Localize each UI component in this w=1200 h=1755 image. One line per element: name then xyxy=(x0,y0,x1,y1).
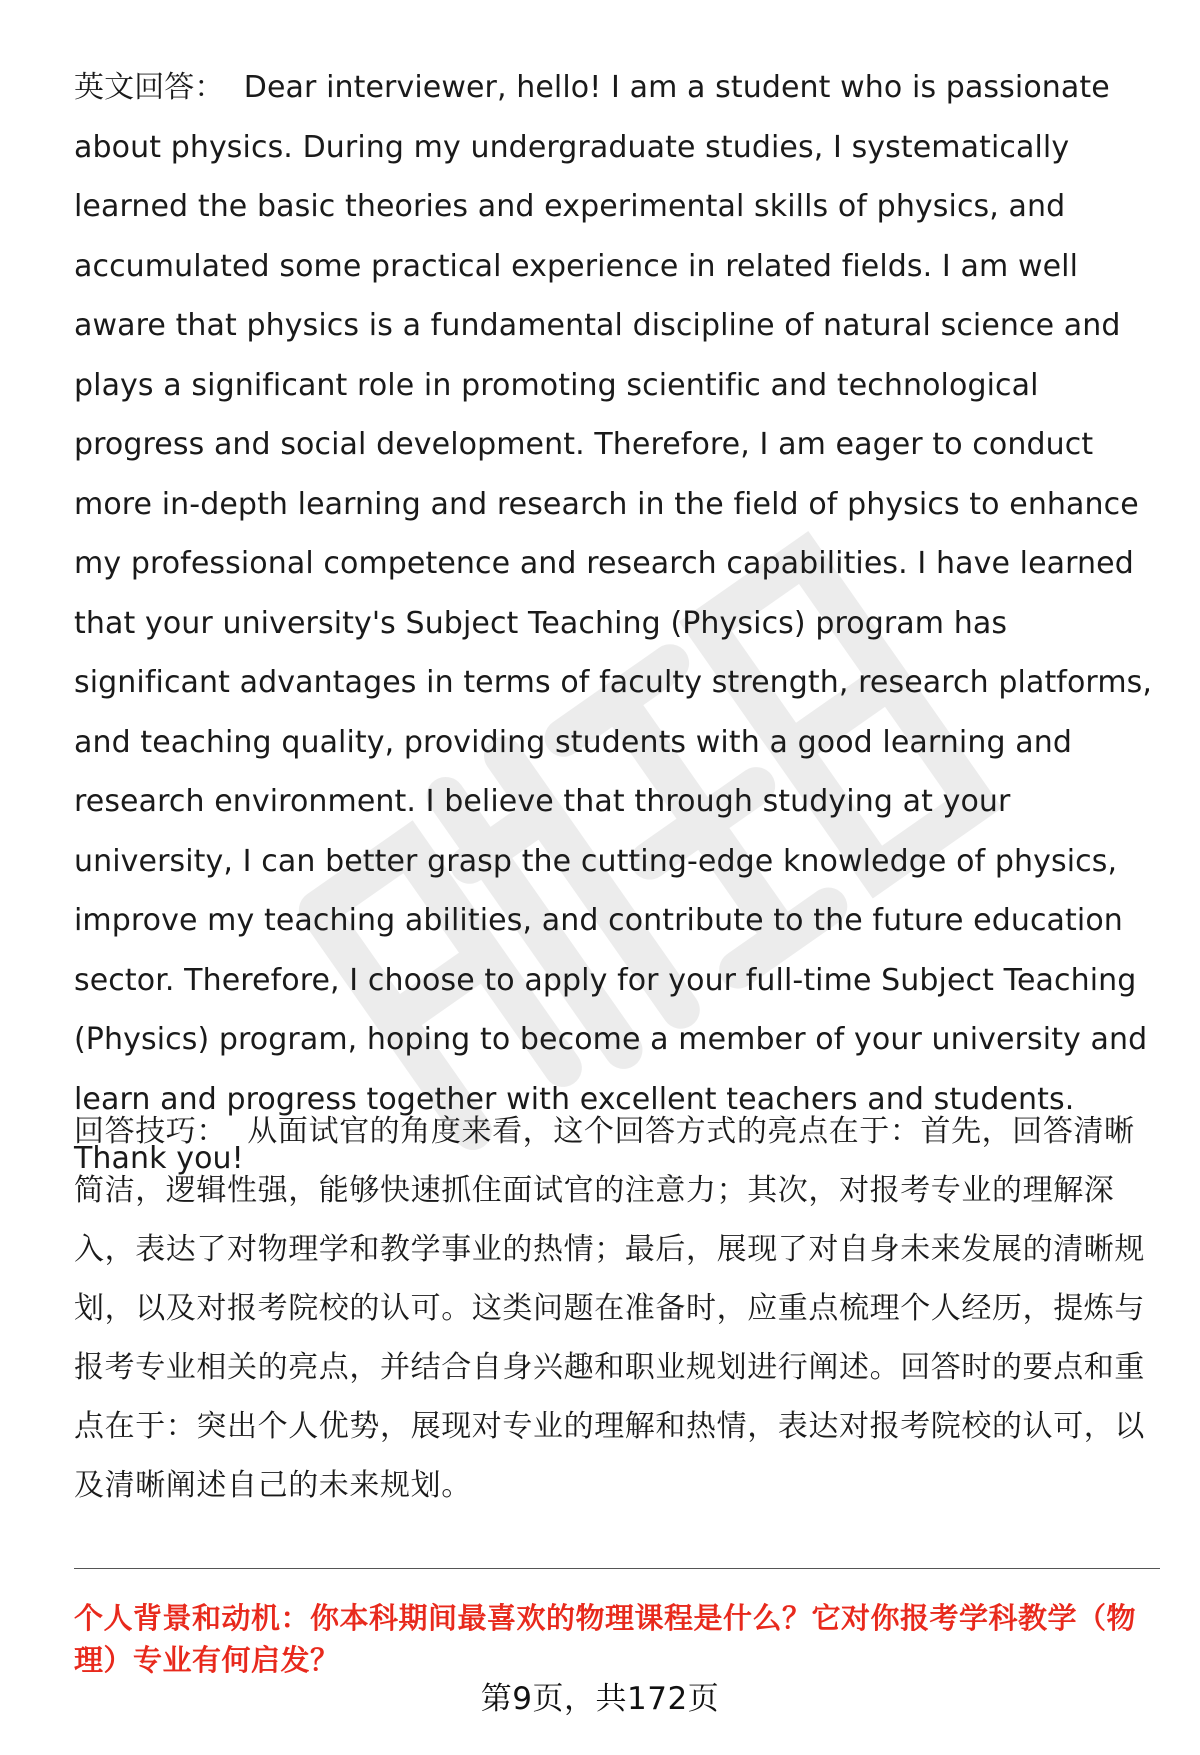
answer-tips-text: 从面试官的角度来看，这个回答方式的亮点在于：首先，回答清晰简洁，逻辑性强，能够快速抓住面试官的注意力；其次，对报考专业的理解深入，表达了对物理学和教学事业的热情；最后，展现了对自身未来发展的清晰规划，以及对报考院校的认可。这类问题在准备时，应重点梳理个人经历，提炼与报考专业相关的亮点，并结合自身兴趣和职业规划进行阐述。回答时的要点和重点在于：突出个人优势，展现对专业的理解和热情，表达对报考院校的认可，以及清晰阐述自己的未来规划。 xyxy=(74,1114,1145,1503)
english-answer-label: 英文回答： xyxy=(74,70,225,105)
page-number-footer: 第9页，共172页 xyxy=(480,1681,720,1717)
english-answer-text: Dear interviewer, hello! I am a student who is passionate about physics. During my undergraduate studies, I systematically learned the basic theories and experimental skills of physics, and accumulated some practical experience in related fields. I am well aware that physics is a fundamental discipline of natural science and plays a significant role in promoting scientific and technological progress and social development. Therefore, I am eager to conduct more in-depth learning and research in the field of physics to enhance my professional competence and research capabilities. I have learned that your university's Subject Teaching (Physics) program has significant advantages in terms of faculty strength, research platforms, and teaching quality, providing students with a good learning and research environment. I believe that through studying at your university, I can better grasp the cutting-edge knowledge of physics, improve my teaching abilities, and contribute to the future education sector. Therefore, I choose to apply for your full-time Subject Teaching (Physics) program, hoping to become a member of your university and learn and progress together with excellent teachers and students. Thank you! xyxy=(74,70,1153,1176)
answer-tips-paragraph xyxy=(74,1102,1160,1515)
next-question-heading: 个人背景和动机：你本科期间最喜欢的物理课程是什么？它对你报考学科教学（物理）专业有何启发？ xyxy=(74,1601,1137,1677)
english-answer-paragraph xyxy=(74,58,1160,1189)
section-divider xyxy=(74,1568,1160,1569)
answer-tips-label: 回答技巧： xyxy=(74,1114,227,1149)
